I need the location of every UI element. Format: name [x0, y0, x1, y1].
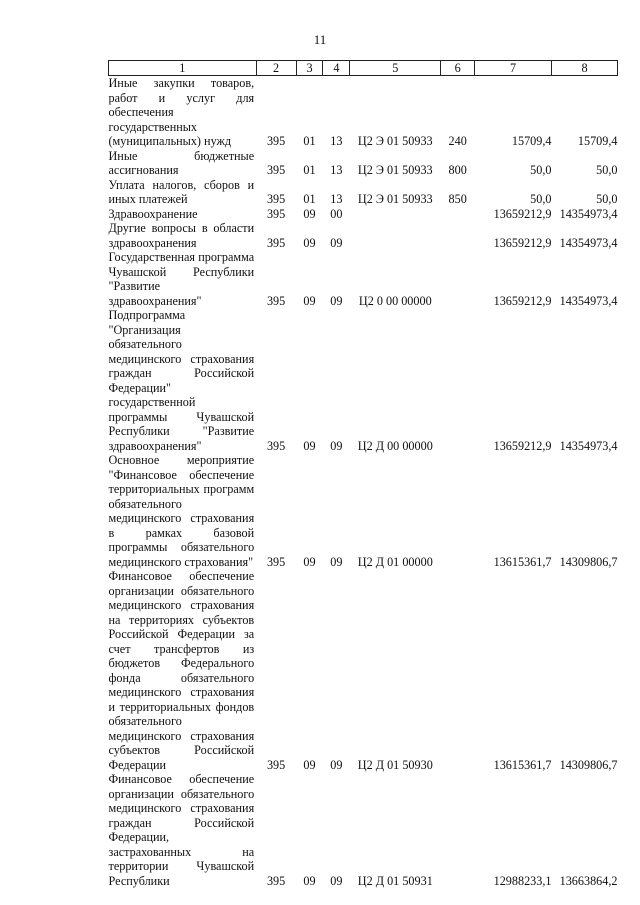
row-value-1: 13659212,9	[493, 293, 552, 308]
row-value-2: 14354973,4	[559, 206, 618, 221]
row-vr: 240	[448, 134, 467, 148]
table-row	[109, 178, 618, 207]
row-name: Иные бюджетные ассигнования	[108, 148, 255, 177]
row-name: Иные закупки товаров, работ и услуг для обеспечения государственных (муниципальных) нужд	[108, 76, 255, 148]
row-gr: 395	[266, 554, 286, 569]
table-body	[109, 76, 618, 889]
row-rz: 09	[303, 438, 316, 453]
table-row	[109, 772, 618, 888]
row-pr: 09	[330, 293, 343, 308]
row-vr	[441, 250, 475, 308]
row-rz: 09	[303, 206, 316, 221]
header-col-7: 7	[475, 61, 552, 76]
row-vr	[441, 569, 475, 772]
row-name: Финансовое обеспечение организации обязательного медицинского страхования граждан Российской Федерации, застрахованных на территории Чувашской Республики	[108, 772, 255, 888]
row-value-2: 14354973,4	[559, 235, 618, 250]
row-value-1: 13659212,9	[493, 438, 552, 453]
row-rz: 09	[303, 873, 316, 888]
row-csr	[350, 207, 441, 222]
row-vr: 850	[448, 192, 467, 206]
row-value-2: 50,0	[596, 192, 618, 206]
row-csr	[350, 221, 441, 250]
row-rz: 09	[303, 757, 316, 772]
header-col-2: 2	[256, 61, 296, 76]
table-row	[109, 250, 618, 308]
header-col-6: 6	[441, 61, 475, 76]
table-row	[109, 453, 618, 569]
table-row	[109, 207, 618, 222]
row-csr: Ц2 Д 01 00000	[357, 554, 433, 569]
row-vr	[441, 207, 475, 222]
page-number: 11	[313, 32, 327, 47]
header-col-3: 3	[296, 61, 323, 76]
row-rz: 01	[303, 163, 316, 177]
row-csr: Ц2 Д 00 00000	[357, 438, 433, 453]
row-csr: Ц2 Д 01 50930	[357, 757, 433, 772]
row-gr: 395	[266, 134, 286, 148]
header-col-8: 8	[552, 61, 618, 76]
row-gr: 395	[266, 293, 286, 308]
row-pr: 13	[330, 163, 343, 177]
table-header	[109, 61, 618, 76]
row-vr	[441, 221, 475, 250]
row-value-2: 14309806,7	[559, 554, 618, 569]
row-csr: Ц2 Э 01 50933	[357, 134, 433, 148]
row-pr: 00	[330, 206, 343, 221]
table-row	[109, 308, 618, 453]
budget-table	[108, 60, 618, 888]
row-name: Здравоохранение	[108, 206, 198, 221]
row-name: Уплата налогов, сборов и иных платежей	[108, 177, 255, 206]
row-csr: Ц2 0 00 00000	[358, 293, 432, 308]
row-vr	[441, 453, 475, 569]
row-value-1: 13659212,9	[493, 206, 552, 221]
row-value-1: 15709,4	[511, 134, 552, 148]
row-value-2: 15709,4	[577, 134, 618, 148]
table-row	[109, 221, 618, 250]
row-pr: 13	[330, 134, 343, 148]
row-name: Финансовое обеспечение организации обязательного медицинского страхования на территориях субъектов Российской Федерации за счет трансфертов из бюджетов Федерального фонда обязательного медицинского страхования и территориальных фондов обязательного медицинского страхования субъектов Российской Федерации	[108, 569, 255, 772]
row-csr: Ц2 Д 01 50931	[357, 873, 433, 888]
row-vr	[441, 308, 475, 453]
row-vr	[441, 772, 475, 888]
row-value-1: 13615361,7	[493, 757, 552, 772]
header-row	[109, 61, 618, 76]
row-value-1: 13659212,9	[493, 235, 552, 250]
row-rz: 01	[303, 192, 316, 206]
row-value-2: 13663864,2	[559, 873, 618, 888]
row-value-1: 13615361,7	[493, 554, 552, 569]
row-pr: 09	[330, 235, 343, 250]
row-pr: 09	[330, 757, 343, 772]
table-row	[109, 76, 618, 149]
row-gr: 395	[266, 163, 286, 177]
row-name: Государственная программа Чувашской Республики "Развитие здравоохранения"	[108, 250, 255, 308]
row-value-2: 14354973,4	[559, 438, 618, 453]
row-pr: 13	[330, 192, 343, 206]
row-gr: 395	[266, 873, 286, 888]
row-name: Основное мероприятие "Финансовое обеспечение территориальных программ обязательного медицинского страхования в рамках базовой программы обязательного медицинского страхования"	[108, 453, 255, 569]
row-pr: 09	[330, 873, 343, 888]
row-value-1: 50,0	[530, 163, 552, 177]
row-value-2: 14354973,4	[559, 293, 618, 308]
row-value-1: 50,0	[530, 192, 552, 206]
row-csr: Ц2 Э 01 50933	[357, 163, 433, 177]
table-row	[109, 149, 618, 178]
row-rz: 01	[303, 134, 316, 148]
row-gr: 395	[266, 438, 286, 453]
row-rz: 09	[303, 235, 316, 250]
row-value-2: 14309806,7	[559, 757, 618, 772]
header-col-4: 4	[323, 61, 350, 76]
header-col-1: 1	[109, 61, 257, 76]
header-col-5: 5	[350, 61, 441, 76]
row-pr: 09	[330, 554, 343, 569]
table-row	[109, 569, 618, 772]
row-value-1: 12988233,1	[493, 873, 552, 888]
row-rz: 09	[303, 293, 316, 308]
row-pr: 09	[330, 438, 343, 453]
row-name: Другие вопросы в области здравоохранения	[108, 221, 255, 250]
row-gr: 395	[266, 206, 286, 221]
row-gr: 395	[266, 192, 286, 206]
row-vr: 800	[448, 163, 467, 177]
row-name: Подпрограмма "Организация обязательного медицинского страхования граждан Российской Федерации" государственной программы Чувашской Республики "Развитие здравоохранения"	[108, 308, 255, 453]
row-csr: Ц2 Э 01 50933	[357, 192, 433, 206]
row-gr: 395	[266, 757, 286, 772]
row-rz: 09	[303, 554, 316, 569]
row-value-2: 50,0	[596, 163, 618, 177]
row-gr: 395	[266, 235, 286, 250]
